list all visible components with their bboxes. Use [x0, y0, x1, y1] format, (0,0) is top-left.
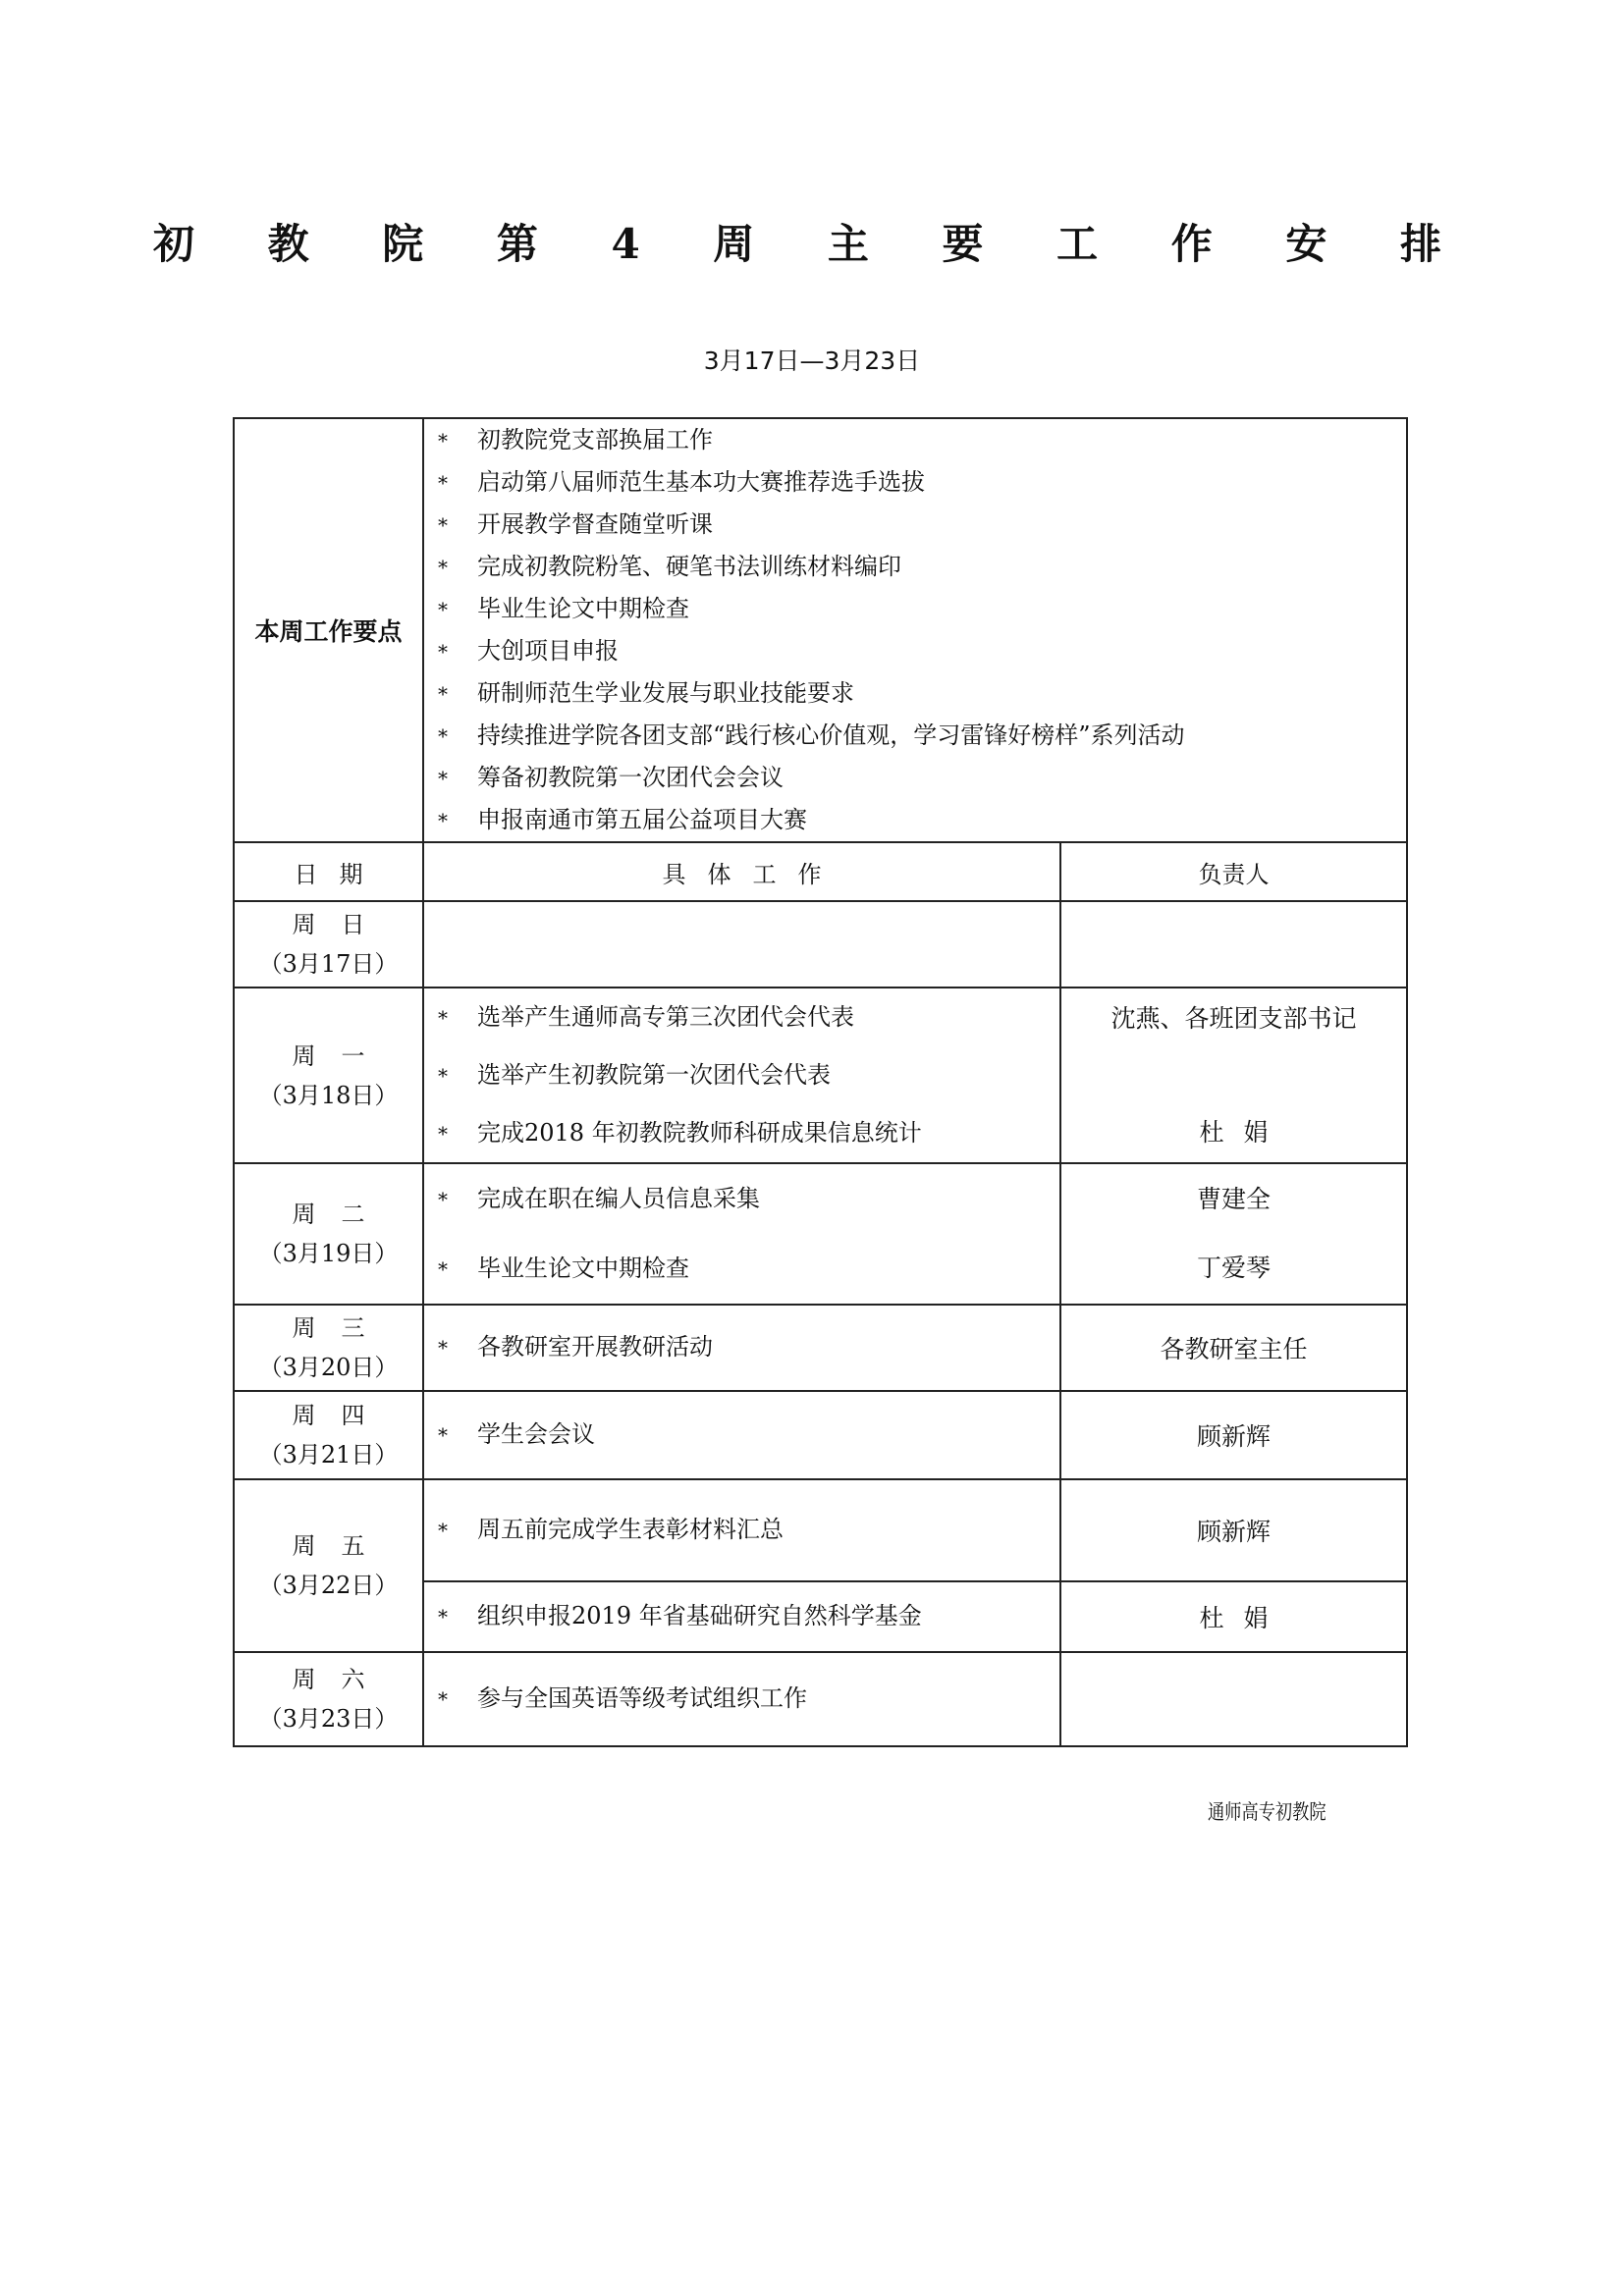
- owner-name: 杜娟: [1199, 1117, 1288, 1147]
- day-cell: [234, 988, 423, 1163]
- task-item: [424, 1234, 1059, 1304]
- day-date: （3月22日）: [258, 1572, 399, 1599]
- bullet-star: *: [438, 1336, 448, 1360]
- work-cell: [423, 1391, 1060, 1479]
- day-cell: [234, 1479, 423, 1652]
- owner-name: 杜娟: [1199, 1604, 1288, 1632]
- summary-item: [424, 419, 1406, 461]
- summary-item-text: 研制师范生学业发展与职业技能要求: [477, 679, 854, 707]
- bullet-star: *: [438, 640, 448, 664]
- summary-item: [424, 588, 1406, 630]
- day-name: 周四: [292, 1402, 391, 1429]
- bullet-star: *: [438, 598, 448, 621]
- bullet-star: *: [438, 1519, 448, 1542]
- day-name: 周六: [292, 1666, 391, 1693]
- owner-name: [1061, 1047, 1406, 1104]
- day-date: （3月21日）: [258, 1441, 399, 1468]
- bullet-star: *: [438, 1122, 448, 1146]
- bullet-star: *: [438, 1257, 448, 1281]
- summary-item-text: 完成初教院粉笔、硬笔书法训练材料编印: [477, 553, 901, 580]
- task-text: 周五前完成学生表彰材料汇总: [477, 1516, 784, 1543]
- task-text: 学生会会议: [477, 1420, 595, 1448]
- column-header-work: 具体工作: [423, 842, 1060, 901]
- day-name: 周一: [292, 1041, 391, 1070]
- day-date: （3月17日）: [258, 950, 399, 978]
- summary-item: [424, 672, 1406, 715]
- bullet-star: *: [438, 1188, 448, 1211]
- task-item: [424, 1509, 1059, 1552]
- day-cell: [234, 1163, 423, 1305]
- owner-cell: [1060, 901, 1407, 988]
- summary-item: [424, 715, 1406, 757]
- day-row-saturday: [234, 1652, 1407, 1746]
- owner-name: 丁爱琴: [1197, 1254, 1272, 1282]
- task-item: [424, 1046, 1059, 1104]
- bullet-star: *: [438, 471, 448, 495]
- owner-cell: [1060, 1305, 1407, 1391]
- bullet-star: *: [438, 1423, 448, 1447]
- day-row-friday: [234, 1479, 1407, 1581]
- summary-item-text: 初教院党支部换届工作: [477, 426, 713, 454]
- day-row-tuesday: [234, 1163, 1407, 1305]
- task-text: 毕业生论文中期检查: [477, 1255, 689, 1282]
- day-row-wednesday: [234, 1305, 1407, 1391]
- task-text: 各教研室开展教研活动: [477, 1333, 713, 1361]
- task-item: [424, 1104, 1059, 1162]
- task-text: 参与全国英语等级考试组织工作: [477, 1684, 807, 1712]
- task-item: [424, 1414, 1059, 1457]
- owner-cell: [1060, 1391, 1407, 1479]
- summary-label: 本周工作要点: [234, 418, 423, 842]
- task-item: [424, 1326, 1059, 1369]
- day-date: （3月18日）: [258, 1081, 399, 1109]
- summary-row: [234, 418, 1407, 842]
- bullet-star: *: [438, 767, 448, 790]
- task-text: 完成在职在编人员信息采集: [477, 1185, 760, 1212]
- bullet-star: *: [438, 513, 448, 537]
- task-text: 组织申报2019 年省基础研究自然科学基金: [477, 1602, 922, 1629]
- work-cell: [423, 1163, 1060, 1305]
- owner-cell: [1060, 1652, 1407, 1746]
- day-date: （3月23日）: [258, 1705, 399, 1733]
- day-row-monday: [234, 988, 1407, 1163]
- work-cell: [423, 1581, 1060, 1652]
- owner-name: 顾新辉: [1197, 1518, 1272, 1546]
- day-name: 周三: [292, 1314, 391, 1342]
- page-title: 初 教 院 第 4 周 主 要 工 作 安 排: [152, 220, 1472, 268]
- summary-item-text: 开展教学督查随堂听课: [477, 510, 713, 538]
- owner-name: 顾新辉: [1197, 1422, 1272, 1451]
- owner-name: 各教研室主任: [1160, 1335, 1308, 1363]
- summary-item-text: 筹备初教院第一次团代会会议: [477, 764, 784, 791]
- date-range: 3月17日—3月23日: [703, 347, 921, 375]
- day-row-sunday: [234, 901, 1407, 988]
- summary-item: [424, 504, 1406, 546]
- summary-item-text: 毕业生论文中期检查: [477, 595, 689, 622]
- day-name: 周二: [292, 1201, 391, 1228]
- day-cell: [234, 1652, 423, 1746]
- task-item: [424, 1595, 1059, 1638]
- task-text: 选举产生初教院第一次团代会代表: [477, 1061, 831, 1089]
- work-cell: [423, 988, 1060, 1163]
- task-item: [424, 1678, 1059, 1721]
- day-date: （3月20日）: [258, 1354, 399, 1381]
- owner-cell: [1060, 1163, 1407, 1305]
- summary-item-text: 申报南通市第五届公益项目大赛: [477, 806, 807, 833]
- summary-list: [423, 418, 1407, 842]
- day-cell: [234, 901, 423, 988]
- summary-item: [424, 630, 1406, 672]
- bullet-star: *: [438, 429, 448, 453]
- summary-item-text: 大创项目申报: [477, 637, 619, 665]
- column-header-owner: 负责人: [1060, 842, 1407, 901]
- bullet-star: *: [438, 1006, 448, 1030]
- bullet-star: *: [438, 809, 448, 832]
- day-cell: [234, 1305, 423, 1391]
- bullet-star: *: [438, 1064, 448, 1088]
- owner-name: 沈燕、各班团支部书记: [1110, 1003, 1357, 1033]
- summary-item: [424, 757, 1406, 799]
- work-cell: [423, 901, 1060, 988]
- column-header-date: 日期: [234, 842, 423, 901]
- summary-item-text: 启动第八届师范生基本功大赛推荐选手选拔: [477, 468, 925, 496]
- bullet-star: *: [438, 556, 448, 579]
- task-text: 完成2018 年初教院教师科研成果信息统计: [477, 1119, 922, 1147]
- task-item: [424, 1164, 1059, 1234]
- owner-name: 曹建全: [1197, 1185, 1272, 1213]
- bullet-star: *: [438, 1687, 448, 1711]
- day-date: （3月19日）: [258, 1240, 399, 1267]
- bullet-star: *: [438, 682, 448, 706]
- summary-item: [424, 546, 1406, 588]
- owner-cell: [1060, 988, 1407, 1163]
- summary-item-text: 持续推进学院各团支部“践行核心价值观，学习雷锋好榜样”系列活动: [477, 721, 1185, 749]
- owner-cell: [1060, 1479, 1407, 1581]
- bullet-star: *: [438, 1605, 448, 1629]
- day-name: 周日: [292, 911, 391, 938]
- schedule-table: [233, 417, 1408, 1747]
- day-name: 周五: [292, 1532, 391, 1560]
- work-cell: [423, 1652, 1060, 1746]
- day-cell: [234, 1391, 423, 1479]
- work-cell: [423, 1479, 1060, 1581]
- summary-item: [424, 799, 1406, 841]
- work-cell: [423, 1305, 1060, 1391]
- summary-item: [424, 461, 1406, 504]
- day-row-thursday: [234, 1391, 1407, 1479]
- footer-organization: 通师高专初教院: [1208, 1800, 1326, 1824]
- task-item: [424, 988, 1059, 1046]
- header-row: [234, 842, 1407, 901]
- bullet-star: *: [438, 724, 448, 748]
- owner-cell: [1060, 1581, 1407, 1652]
- task-text: 选举产生通师高专第三次团代会代表: [477, 1003, 854, 1031]
